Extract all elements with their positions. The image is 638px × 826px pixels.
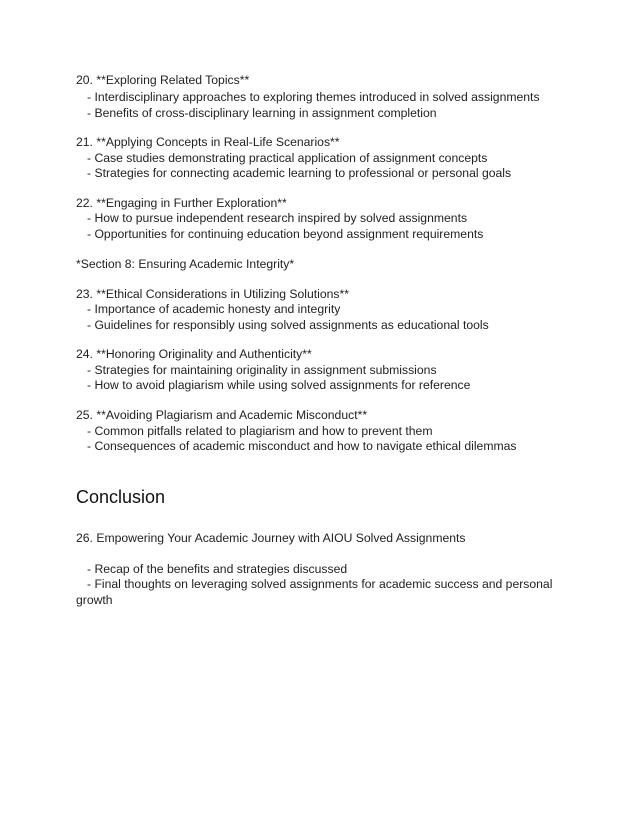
item-24-title: 24. **Honoring Originality and Authenticity** (76, 347, 312, 361)
item-20-point-2: - Benefits of cross-disciplinary learning in assignment completion (87, 106, 437, 120)
item-26-point-2: - Final thoughts on leveraging solved assignments for academic success and personal (87, 577, 553, 591)
item-22-point-1: - How to pursue independent research inspired by solved assignments (87, 211, 468, 225)
item-26-point-2-wrap: growth (76, 593, 113, 607)
item-21-point-1: - Case studies demonstrating practical application of assignment concepts (87, 151, 488, 165)
item-23-point-2: - Guidelines for responsibly using solved assignments as educational tools (87, 318, 489, 332)
item-26-point-1: - Recap of the benefits and strategies discussed (87, 562, 348, 576)
item-24-point-1: - Strategies for maintaining originality in assignment submissions (87, 363, 437, 377)
item-22-title: 22. **Engaging in Further Exploration** (76, 196, 287, 210)
item-26-title: 26. Empowering Your Academic Journey with AIOU Solved Assignments (76, 531, 466, 545)
item-25-point-2: - Consequences of academic misconduct and how to navigate ethical dilemmas (87, 439, 517, 453)
conclusion-heading: Conclusion (76, 487, 166, 507)
item-23-title: 23. **Ethical Considerations in Utilizing Solutions** (76, 287, 350, 301)
item-21-point-2: - Strategies for connecting academic learning to professional or personal goals (87, 166, 512, 180)
item-20-title: 20. **Exploring Related Topics** (76, 73, 250, 87)
item-22-point-2: - Opportunities for continuing education beyond assignment requirements (87, 227, 484, 241)
item-21-title: 21. **Applying Concepts in Real-Life Scenarios** (76, 135, 340, 149)
item-25-title: 25. **Avoiding Plagiarism and Academic Misconduct** (76, 408, 368, 422)
item-24-point-2: - How to avoid plagiarism while using solved assignments for reference (87, 378, 471, 392)
item-20-point-1: - Interdisciplinary approaches to exploring themes introduced in solved assignments (87, 90, 540, 104)
section-8-title: *Section 8: Ensuring Academic Integrity* (76, 257, 295, 271)
item-23-point-1: - Importance of academic honesty and integrity (87, 302, 341, 316)
item-25-point-1: - Common pitfalls related to plagiarism and how to prevent them (87, 424, 433, 438)
